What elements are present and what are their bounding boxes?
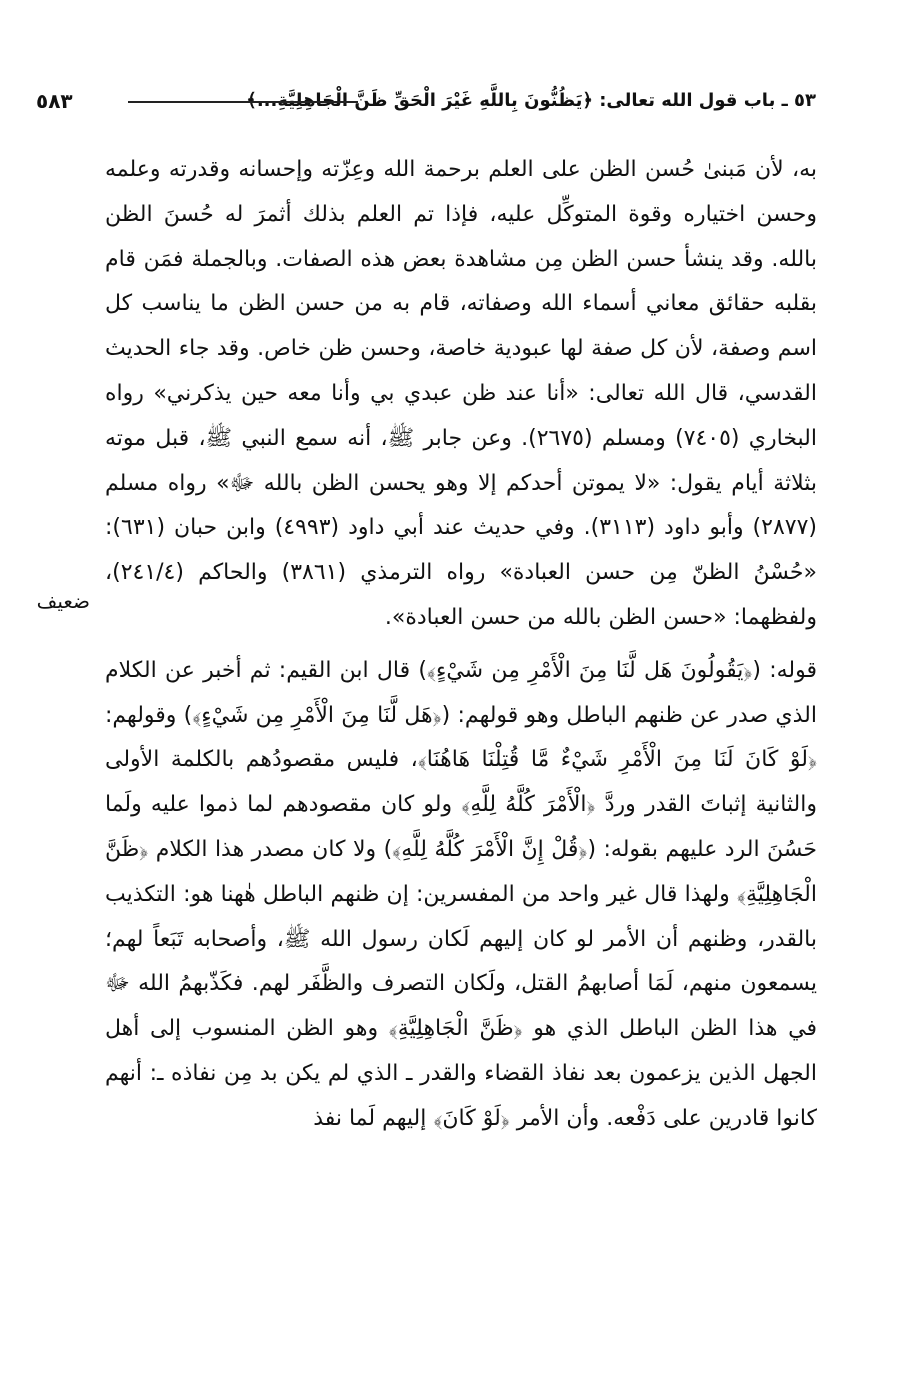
- page-number: ٥٨٣: [36, 89, 73, 113]
- paragraph-1: به، لأن مَبنىٰ حُسن الظن على العلم برحمة الله وعِزّته وإحسانه وقدرته وعلمه وحسن اختياره وقوة المتوكِّل عليه، فإذا تم العلم بذلك أثمرَ له حُسنَ الظن بالله. وقد ينشأ حسن الظن مِن مشاهدة بعض هذه الصفات. وبالجملة فمَن قام بقلبه حقائق معاني أسماء الله وصفاته، قام به من حسن الظن ما يناسب كل اسم وصفة، لأن كل صفة لها عبودية خاصة، وحسن ظن خاص. وقد جاء الحديث القدسي، قال الله تعالى: «أنا عند ظن عبدي بي وأنا معه حين يذكرني» رواه البخاري (٧٤٠٥) ومسلم (٢٦٧٥). وعن جابر ﷺ، أنه سمع النبي ﷺ، قبل موته بثلاثة أيام يقول: «لا يموتن أحدكم إلا وهو يحسن الظن بالله ﷻ» رواه مسلم (٢٨٧٧) وأبو داود (٣١١٣). وفي حديث عند أبي داود (٤٩٩٣) وابن حبان (٦٣١): «حُسْنُ الظنّ مِن حسن العبادة» رواه الترمذي (٣٨٦١) والحاكم (٢٤١/٤)، ولفظهما: «حسن الظن بالله من حسن العبادة».: [105, 157, 817, 630]
- chapter-title: ٥٣ ـ باب قول الله تعالى: ﴿يَظُنُّونَ بِاللَّهِ غَيْرَ الْحَقِّ ظَنَّ الْجَاهِلِيَّةِ...﴾: [246, 90, 816, 111]
- running-header: [36, 86, 816, 122]
- header-rule: [128, 101, 358, 103]
- margin-note: ضعيف: [36, 589, 90, 613]
- page-body: [105, 148, 817, 1142]
- paragraph-2: قوله: (﴿يَقُولُونَ هَل لَّنَا مِنَ الْأَمْرِ مِن شَيْءٍ﴾) قال ابن القيم: ثم أخبر عن الكلام الذي صدر عن ظنهم الباطل وهو قولهم: (﴿هَل لَّنَا مِنَ الْأَمْرِ مِن شَيْءٍ﴾) وقولهم: ﴿لَوْ كَانَ لَنَا مِنَ الْأَمْرِ شَيْءٌ مَّا قُتِلْنَا هَاهُنَا﴾، فليس مقصودُهم بالكلمة الأولى والثانية إثباتَ القدر وردَّ ﴿الْأَمْرَ كُلَّهُ لِلَّهِ﴾ ولو كان مقصودهم لما ذموا عليه ولَما حَسُنَ الرد عليهم بقوله: (﴿قُلْ إِنَّ الْأَمْرَ كُلَّهُ لِلَّهِ﴾) ولا كان مصدر هذا الكلام ﴿ظَنَّ الْجَاهِلِيَّةِ﴾ ولهذا قال غير واحد من المفسرين: إن ظنهم الباطل هٰهنا هو: التكذيب بالقدر، وظنهم أن الأمر لو كان إليهم لَكان رسول الله ﷺ، وأصحابه تَبَعاً لهم؛ يسمعون منهم، لَمَا أصابهمُ القتل، ولَكان التصرف والظَّفَر لهم. فكَذّبهمُ الله ﷻ في هذا الظن الباطل الذي هو ﴿ظَنَّ الْجَاهِلِيَّةِ﴾ وهو الظن المنسوب إلى أهل الجهل الذين يزعمون بعد نفاذ القضاء والقدر ـ الذي لم يكن بد مِن نفاذه ـ: أنهم كانوا قادرين على دَفْعه. وأن الأمر ﴿لَوْ كَانَ﴾ إليهم لَما نفذ: [105, 657, 817, 1131]
